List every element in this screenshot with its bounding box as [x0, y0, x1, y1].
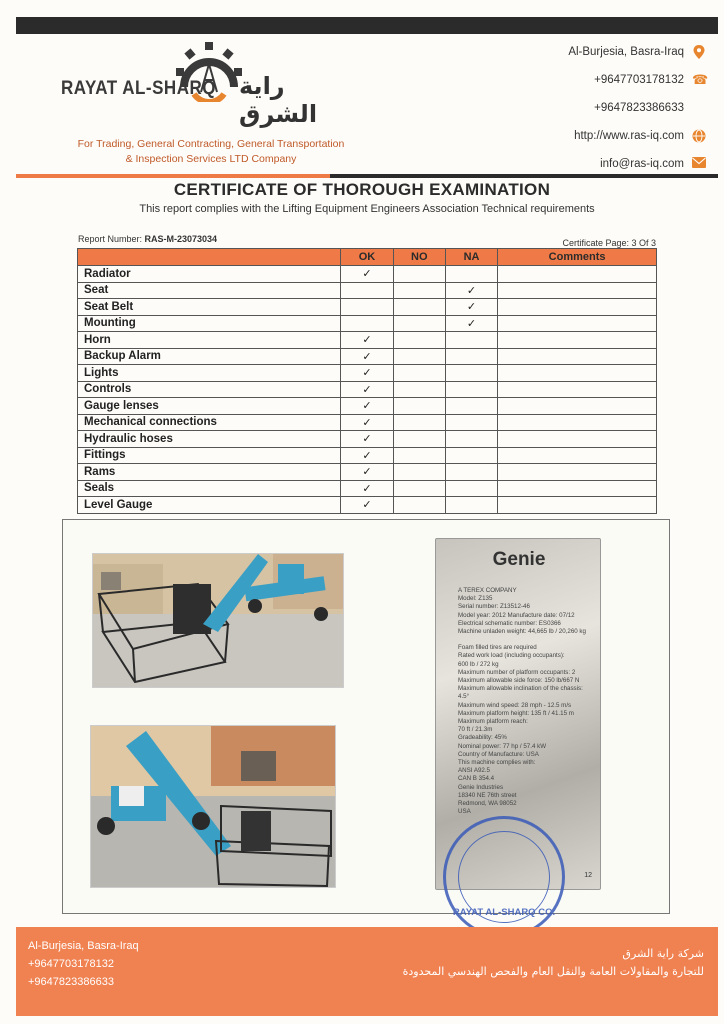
- website-text: http://www.ras-iq.com: [574, 130, 684, 142]
- top-bar: [16, 17, 718, 34]
- checkmark-na: [445, 464, 497, 481]
- checklist-item-label: Seat Belt: [78, 299, 341, 316]
- checklist-row: [78, 348, 657, 365]
- checklist-item-label: Mounting: [78, 315, 341, 332]
- checkmark-ok: ✓: [341, 447, 393, 464]
- nameplate-line: Genie Industries: [458, 783, 504, 791]
- nameplate-line: 18340 NE 76th street: [458, 791, 517, 799]
- tagline-line-1: For Trading, General Contracting, General Transportation: [77, 138, 345, 150]
- certificate-page: Certificate Page: 3 Of 3: [562, 238, 656, 248]
- checkmark-na: [445, 414, 497, 431]
- checkmark-na: ✓: [445, 315, 497, 332]
- report-number-value: RAS-M-23073034: [144, 234, 218, 244]
- checklist-comment: [498, 266, 657, 283]
- checklist-item-label: Seals: [78, 480, 341, 497]
- report-number-label: Report Number:: [78, 234, 145, 244]
- checkmark-ok: ✓: [341, 497, 393, 514]
- inspection-checklist: [77, 248, 657, 514]
- checkmark-ok: ✓: [341, 398, 393, 415]
- nameplate-line: Model year: 2012 Manufacture date: 07/12: [458, 611, 575, 619]
- checklist-row: [78, 464, 657, 481]
- nameplate-line: Redmond, WA 98052: [458, 800, 517, 808]
- checklist-comment: [498, 480, 657, 497]
- checkmark-ok: ✓: [341, 365, 393, 382]
- footer-phone-1: +9647703178132: [28, 958, 114, 970]
- nameplate-line: CAN B 354.4: [458, 775, 495, 783]
- photo-panel: [62, 519, 670, 918]
- checkmark-na: ✓: [445, 282, 497, 299]
- company-name-en: RAYAT AL-SHARQ: [61, 76, 216, 99]
- checkmark-na: [445, 447, 497, 464]
- checklist-item-label: Rams: [78, 464, 341, 481]
- nameplate-line: This machine complies with:: [458, 759, 536, 767]
- checkmark-no: [393, 431, 445, 448]
- checklist-comment: [498, 464, 657, 481]
- checkmark-no: [393, 348, 445, 365]
- nameplate-line: Maximum platform reach:: [458, 718, 528, 726]
- checklist-item-label: Mechanical connections: [78, 414, 341, 431]
- nameplate-text: [458, 587, 598, 816]
- checkmark-ok: ✓: [341, 431, 393, 448]
- nameplate-line: 600 lb / 272 kg: [458, 660, 499, 668]
- checkmark-no: [393, 299, 445, 316]
- header-item: [78, 249, 341, 266]
- email-text: info@ras-iq.com: [600, 158, 684, 170]
- checkmark-na: [445, 398, 497, 415]
- checkmark-no: [393, 365, 445, 382]
- checkmark-na: ✓: [445, 299, 497, 316]
- boom-lift-photo-1: [92, 553, 344, 688]
- checklist-item-label: Fittings: [78, 447, 341, 464]
- checklist-row: [78, 480, 657, 497]
- checklist-item-label: Gauge lenses: [78, 398, 341, 415]
- company-tagline: [61, 137, 361, 167]
- checkmark-ok: [341, 299, 393, 316]
- checkmark-na: [445, 266, 497, 283]
- checklist-comment: [498, 315, 657, 332]
- header-ok: OK: [341, 249, 393, 266]
- checkmark-na: [445, 348, 497, 365]
- checkmark-no: [393, 464, 445, 481]
- nameplate-line: Rated work load (including occupants):: [458, 652, 565, 660]
- checklist-row: [78, 266, 657, 283]
- contact-list: [568, 38, 709, 178]
- nameplate-line: Maximum allowable side force: 150 lb/667 N: [458, 677, 580, 685]
- checkmark-no: [393, 447, 445, 464]
- checklist-comment: [498, 447, 657, 464]
- letterhead: [16, 34, 718, 174]
- checklist-row: [78, 299, 657, 316]
- checklist-row: [78, 398, 657, 415]
- contact-phone-1: [568, 66, 709, 94]
- checklist-item-label: Lights: [78, 365, 341, 382]
- footer-arabic-tagline: للتجارة والمقاولات العامة والنقل العام والفحص الهندسي المحدودة: [402, 965, 704, 978]
- contact-address: [568, 38, 706, 66]
- checklist-comment: [498, 282, 657, 299]
- nameplate-line: Gradeability: 45%: [458, 734, 507, 742]
- header-na: NA: [445, 249, 497, 266]
- checklist-comment: [498, 414, 657, 431]
- checkmark-na: [445, 431, 497, 448]
- location-icon: [692, 45, 706, 59]
- nameplate-line: Maximum wind speed: 28 mph - 12.5 m/s: [458, 701, 572, 709]
- checkmark-ok: ✓: [341, 480, 393, 497]
- footer-address: Al-Burjesia, Basra-Iraq: [28, 940, 139, 952]
- phone-1-text: +9647703178132: [594, 74, 684, 86]
- checklist-comment: [498, 431, 657, 448]
- checklist-comment: [498, 398, 657, 415]
- report-number: [78, 234, 217, 244]
- footer-phone-2: +9647823386633: [28, 976, 114, 988]
- contact-phone-2: [568, 94, 706, 122]
- footer-arabic-name: شركة راية الشرق: [622, 947, 704, 960]
- phone-2-text: +9647823386633: [594, 102, 684, 114]
- checklist-item-label: Level Gauge: [78, 497, 341, 514]
- checkmark-no: [393, 315, 445, 332]
- checkmark-no: [393, 381, 445, 398]
- stamp-text: RAYAT AL-SHARQ CO.: [452, 907, 556, 918]
- nameplate-line: USA: [458, 808, 471, 816]
- nameplate-number: 12: [584, 872, 592, 879]
- checkmark-ok: ✓: [341, 414, 393, 431]
- nameplate-line: Serial number: Z13512-46: [458, 603, 530, 611]
- checkmark-no: [393, 266, 445, 283]
- document-subtitle: This report complies with the Lifting Equipment Engineers Association Technical requirements: [139, 203, 595, 215]
- checklist-comment: [498, 381, 657, 398]
- nameplate-line: [458, 636, 598, 644]
- checklist-item-label: Backup Alarm: [78, 348, 341, 365]
- checkmark-no: [393, 480, 445, 497]
- globe-icon: [692, 129, 706, 143]
- checklist-row: [78, 332, 657, 349]
- address-text: Al-Burjesia, Basra-Iraq: [568, 46, 684, 58]
- nameplate-line: Electrical schematic number: ES0366: [458, 619, 561, 627]
- company-logo: [61, 42, 361, 142]
- checkmark-na: [445, 381, 497, 398]
- checkmark-no: [393, 414, 445, 431]
- nameplate-line: Machine unladen weight: 44,665 lb / 20,260 kg: [458, 628, 586, 636]
- nameplate-line: Foam filled tires are required: [458, 644, 537, 652]
- nameplate-line: Maximum platform height: 135 ft / 41.15 m: [458, 709, 574, 717]
- checkmark-na: [445, 480, 497, 497]
- phone-icon: ☎: [692, 72, 709, 87]
- mail-icon: [692, 157, 706, 171]
- nameplate-line: Maximum number of platform occupants: 2: [458, 668, 576, 676]
- nameplate-line: 4.5°: [458, 693, 470, 701]
- footer-contacts: [28, 937, 139, 991]
- checkmark-ok: ✓: [341, 266, 393, 283]
- checklist-comment: [498, 332, 657, 349]
- checkmark-ok: [341, 282, 393, 299]
- checklist-row: [78, 315, 657, 332]
- checklist-comment: [498, 348, 657, 365]
- company-stamp: [443, 816, 565, 938]
- checklist-row: [78, 414, 657, 431]
- document-title: CERTIFICATE OF THOROUGH EXAMINATION: [173, 180, 551, 199]
- checkmark-no: [393, 497, 445, 514]
- checkmark-ok: ✓: [341, 464, 393, 481]
- footer-arabic: [403, 945, 704, 981]
- checklist-row: [78, 447, 657, 464]
- header-no: NO: [393, 249, 445, 266]
- checklist-comment: [498, 365, 657, 382]
- checklist-row: [78, 282, 657, 299]
- checklist-header-row: [78, 249, 657, 266]
- checkmark-na: [445, 497, 497, 514]
- checklist-item-label: Horn: [78, 332, 341, 349]
- checkmark-no: [393, 398, 445, 415]
- checkmark-na: [445, 332, 497, 349]
- nameplate-line: A TEREX COMPANY: [458, 587, 517, 594]
- checkmark-ok: [341, 315, 393, 332]
- checklist-row: [78, 497, 657, 514]
- nameplate-line: ANSI A92.5: [458, 767, 490, 775]
- checklist-item-label: Radiator: [78, 266, 341, 283]
- nameplate-line: 70 ft / 21.3m: [458, 726, 493, 734]
- checklist-body: [78, 266, 657, 514]
- checklist-comment: [498, 497, 657, 514]
- nameplate-line: Nominal power: 77 hp / 57.4 kW: [458, 742, 547, 750]
- checkmark-ok: ✓: [341, 332, 393, 349]
- checkmark-no: [393, 282, 445, 299]
- checklist-row: [78, 431, 657, 448]
- nameplate-line: Country of Manufacture: USA: [458, 750, 539, 758]
- header-comments: Comments: [498, 249, 657, 266]
- contact-website: [568, 122, 706, 150]
- checkmark-no: [393, 332, 445, 349]
- nameplate-line: Model: Z135: [458, 595, 493, 603]
- tagline-line-2: & Inspection Services LTD Company: [125, 153, 297, 165]
- checkmark-na: [445, 365, 497, 382]
- checkmark-ok: ✓: [341, 381, 393, 398]
- checklist-item-label: Controls: [78, 381, 341, 398]
- checklist-item-label: Seat: [78, 282, 341, 299]
- nameplate-line: Maximum allowable inclination of the chassis:: [458, 685, 583, 693]
- checkmark-ok: ✓: [341, 348, 393, 365]
- footer: [16, 927, 718, 1016]
- boom-lift-photo-2: [90, 725, 336, 888]
- header-rule-dark: [330, 174, 718, 178]
- checklist-item-label: Hydraulic hoses: [78, 431, 341, 448]
- company-name-ar: راية الشرق: [239, 72, 318, 128]
- checklist-comment: [498, 299, 657, 316]
- nameplate-brand: Genie: [492, 549, 546, 570]
- checklist-row: [78, 381, 657, 398]
- checklist-row: [78, 365, 657, 382]
